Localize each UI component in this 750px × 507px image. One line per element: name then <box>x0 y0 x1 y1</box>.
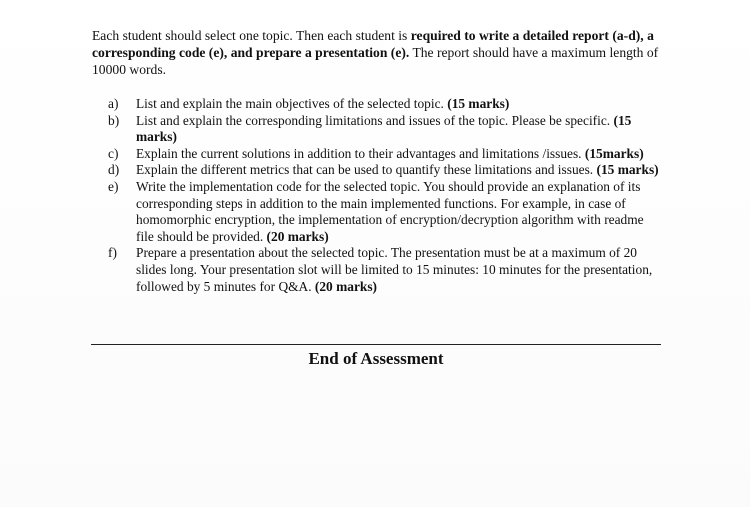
task-letter: e) <box>108 178 119 194</box>
task-marks: (15 marks) <box>447 96 510 111</box>
task-marks: (15 marks) <box>136 112 632 145</box>
intro-requirements-bold: required to write a detailed report (a-d), a corresponding code (e), and prepare a presentation (e). <box>92 28 654 60</box>
task-item-e <box>108 179 664 245</box>
task-letter: b) <box>108 112 120 128</box>
task-item-a <box>108 96 664 113</box>
intro-text-end: The report should have a maximum length of 10000 words. <box>92 45 659 77</box>
task-item-c <box>108 146 664 163</box>
task-letter: a) <box>108 96 119 111</box>
intro-text-start: Each student should select one topic. Then each student is <box>92 28 411 43</box>
task-list <box>108 96 664 295</box>
task-body <box>136 96 664 113</box>
task-text: Prepare a presentation about the selected topic. The presentation must be at a maximum of 20 slides long. Your presentation slot will be limited to 15 minutes: 10 minutes for the presentation, followed by 5 minutes for Q&A. <box>136 245 653 294</box>
task-item-d <box>108 162 664 179</box>
task-letter: f) <box>108 245 117 261</box>
task-body <box>136 113 664 146</box>
end-of-assessment-heading: End of Assessment <box>308 349 444 368</box>
task-letter: d) <box>108 162 120 178</box>
section-divider <box>91 344 661 345</box>
task-body <box>136 146 664 163</box>
task-text: Explain the different metrics that can be used to quantify these limitations and issues. <box>136 162 597 178</box>
task-marks: (20 marks) <box>266 228 329 244</box>
task-marks: (20 marks) <box>314 278 377 294</box>
intro-paragraph <box>92 27 662 78</box>
task-text: Write the implementation code for the selected topic. You should provide an explanation of its corresponding steps in addition to the main implemented functions. For example, in case of homomorphic encryption, the implementation of encryption/decryption algorithm with readme file should be provided. <box>136 178 644 244</box>
task-text: List and explain the main objectives of the selected topic. <box>136 96 448 111</box>
task-body <box>136 245 664 295</box>
task-marks: (15marks) <box>584 145 644 161</box>
task-item-f <box>108 245 664 295</box>
task-letter: c) <box>108 145 119 161</box>
task-body <box>136 179 664 245</box>
task-marks: (15 marks) <box>596 162 659 178</box>
task-body <box>136 162 664 179</box>
task-text: Explain the current solutions in addition to their advantages and limitations /issues. <box>136 145 585 161</box>
task-text: List and explain the corresponding limitations and issues of the topic. Please be specific. <box>136 112 614 128</box>
task-item-b <box>108 113 664 146</box>
